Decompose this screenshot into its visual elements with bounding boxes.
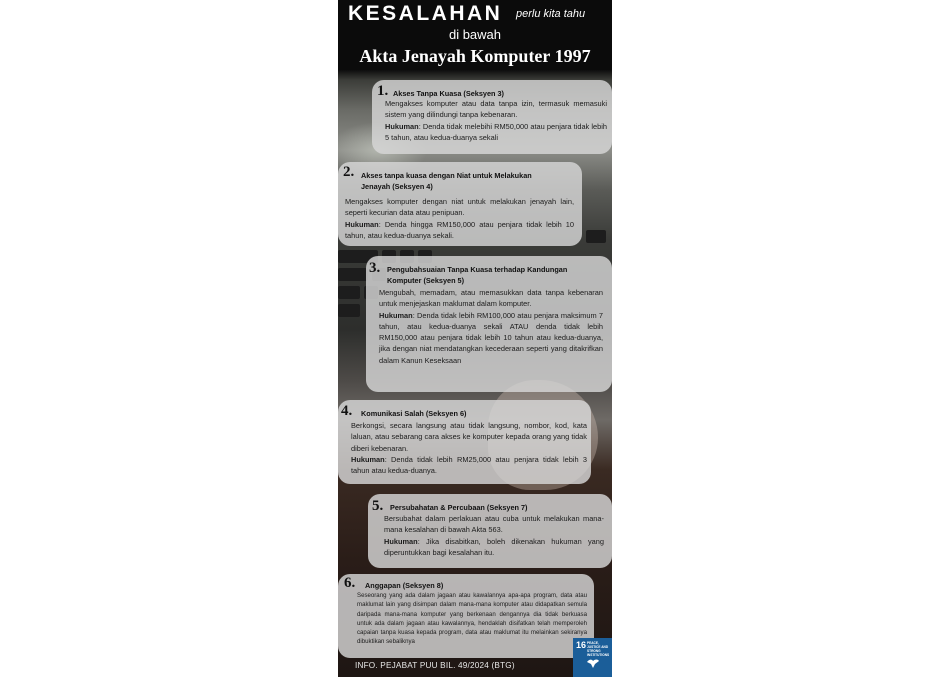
section-2-title: Akses tanpa kuasa dengan Niat untuk Melakukan Jenayah (Seksyen 4)	[361, 171, 532, 191]
section-4-penalty	[351, 454, 587, 477]
section-4-description: Berkongsi, secara langsung atau tidak langsung, nombor, kod, kata laluan, atau sebarang cara akses ke komputer kepada orang yang tidak diberi kebenaran.	[351, 421, 587, 453]
sdg-text: PEACE, JUSTICE AND STRONG INSTITUTIONS	[587, 641, 610, 657]
section-4-penalty-text: : Denda tidak lebih RM25,000 atau penjara tidak lebih 3 tahun atau kedua-duanya.	[351, 454, 587, 476]
section-3-penalty-label: Hukuman	[379, 310, 413, 320]
section-1-description: Mengakses komputer atau data tanpa izin, termasuk memasuki sistem yang dilindungi tanpa kebenaran.	[385, 99, 607, 120]
section-3-description: Mengubah, memadam, atau memasukkan data tanpa kebenaran untuk menjejaskan maklumat dalam komputer.	[379, 288, 603, 309]
footer-reference: INFO. PEJABAT PUU BIL. 49/2024 (BTG)	[355, 661, 515, 670]
section-3-card	[366, 256, 612, 392]
section-5-penalty-text: : Jika disabitkan, boleh dikenakan hukuman yang diperuntukkan bagi kesalahan itu.	[384, 536, 604, 557]
section-6-number: 6.	[344, 575, 356, 591]
section-6-card	[338, 574, 594, 658]
section-3-number: 3.	[369, 260, 381, 276]
section-5-card	[368, 494, 612, 568]
section-1-title: Akses Tanpa Kuasa (Seksyen 3)	[393, 89, 504, 98]
section-1-penalty	[385, 121, 607, 144]
section-2-penalty-text: : Denda hingga RM150,000 atau penjara tidak lebih 10 tahun, atau kedua-duanya sekali.	[345, 219, 574, 240]
infographic-poster	[338, 0, 612, 677]
section-5-number: 5.	[372, 498, 384, 514]
dove-gavel-icon	[586, 656, 600, 670]
section-5-penalty-label: Hukuman	[384, 536, 418, 546]
section-6-title: Anggapan (Seksyen 8)	[365, 581, 444, 590]
section-4-penalty-label: Hukuman	[351, 454, 385, 464]
section-1-penalty-text: : Denda tidak melebihi RM50,000 atau penjara tidak lebih 5 tahun, atau kedua-duanya sekali	[385, 121, 607, 142]
sdg-number: 16	[576, 640, 587, 650]
section-3-penalty-text: : Denda tidak lebih RM100,000 atau penjara maksimum 7 tahun, atau kedua-duanya sekali ATAU denda tidak lebih RM150,000 atau penjara tidak lebih 10 tahun atau kedua-duanya, jika dengan niat mendatangkan kecederaan seperti yang ditakrifkan dalam Kanun Keseksaan	[379, 310, 603, 365]
section-4-card	[338, 400, 591, 484]
page-title: Akta Jenayah Komputer 1997	[359, 46, 591, 66]
section-2-penalty-label: Hukuman	[345, 219, 379, 229]
header-kesalahan: KESALAHAN	[348, 2, 503, 25]
section-6-description: Seseorang yang ada dalam jagaan atau kawalannya apa-apa program, data atau maklumat lain yang disimpan dalam mana-mana komputer atau didapatkan semula daripada mana-mana komputer yang berkenaan dengannya dia tidak berkuasa untuk ada dalam jagaan atau kawalannya, hendaklah disifatkan telah memperoleh capaian tanpa kuasa kepada program, data atau maklumat itu melainkan sekiranya dibuktikan sebaliknya	[357, 592, 587, 646]
section-6-body	[357, 591, 587, 647]
section-1-number: 1.	[377, 83, 389, 99]
sdg-16-badge	[573, 638, 612, 677]
section-5-penalty	[384, 536, 604, 559]
section-2-number: 2.	[343, 164, 355, 180]
section-5-title: Persubahatan & Percubaan (Seksyen 7)	[390, 503, 528, 512]
section-2-description: Mengakses komputer dengan niat untuk melakukan jenayah lain, seperti kecurian data atau penipuan.	[345, 197, 574, 218]
section-3-title: Pengubahsuaian Tanpa Kuasa terhadap Kandungan Komputer (Seksyen 5)	[387, 265, 568, 285]
header-dibawah: di bawah	[448, 27, 502, 42]
section-4-title: Komunikasi Salah (Seksyen 6)	[361, 409, 467, 418]
section-5-description: Bersubahat dalam perlakuan atau cuba untuk melakukan mana-mana kesalahan di bawah Akta 563.	[384, 514, 604, 535]
section-1-penalty-label: Hukuman	[385, 121, 419, 131]
section-1-card	[372, 80, 612, 154]
section-4-number: 4.	[341, 403, 353, 419]
section-2-body	[345, 196, 574, 241]
section-3-penalty	[379, 310, 603, 366]
section-2-penalty	[345, 219, 574, 242]
section-4-body	[351, 420, 587, 476]
section-5-body	[384, 513, 604, 558]
header-perlu: perlu kita tahu	[516, 8, 586, 20]
section-2-card	[338, 162, 582, 246]
section-1-body	[385, 98, 607, 143]
header	[338, 0, 612, 70]
section-3-body	[379, 287, 603, 366]
